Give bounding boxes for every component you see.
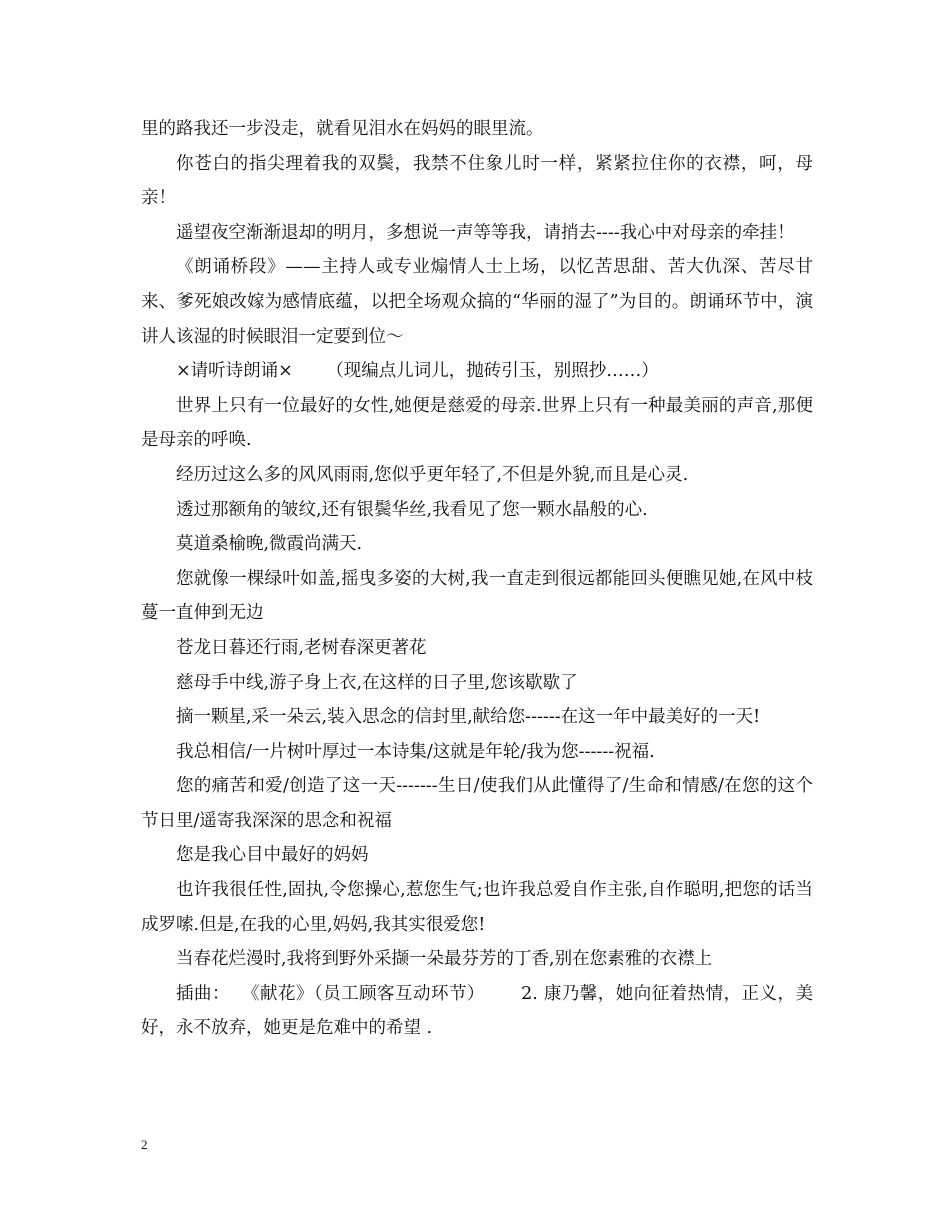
document-body	[141, 112, 813, 1046]
paragraph: ×请听诗朗诵× （现编点儿词儿，抛砖引玉，别照抄……）	[176, 361, 659, 382]
paragraph: 《朗诵桥段》——主持人或专业煽情人士上场，以忆苦思甜、苦大仇深、苦尽甘来、爹死娘改嫁为感情底蕴，以把全场观众搞的“华丽的湿了”为目的。朗诵环节中，演讲人该湿的时候眼泪一定要到位～	[141, 257, 813, 347]
paragraph: 当春花烂漫时,我将到野外采撷一朵最芬芳的丁香,别在您素雅的衣襟上	[176, 949, 713, 970]
paragraph: 您就像一棵绿叶如盖,摇曳多姿的大树,我一直走到很远都能回头便瞧见她,在风中枝蔓一直伸到无边	[141, 568, 813, 624]
paragraph: 摘一颗星,采一朵云,装入思念的信封里,献给您------在这一年中最美好的一天!	[176, 707, 761, 728]
page-number: 2	[141, 1137, 148, 1152]
paragraph: 我总相信/一片树叶厚过一本诗集/这就是年轮/我为您------祝福.	[176, 741, 655, 762]
paragraph: 您是我心目中最好的妈妈	[176, 845, 369, 866]
paragraph: 插曲： 《献花》（员工顾客互动环节） 2. 康乃馨，她向征着热情，正义，美好，永不放弃，她更是危难中的希望 .	[141, 983, 813, 1039]
paragraph: 经历过这么多的风风雨雨,您似乎更年轻了,不但是外貌,而且是心灵.	[176, 464, 689, 485]
paragraph: 你苍白的指尖理着我的双鬓，我禁不住象儿时一样，紧紧拉住你的衣襟，呵，母亲！	[141, 153, 813, 209]
paragraph: 世界上只有一位最好的女性,她便是慈爱的母亲.世界上只有一种最美丽的声音,那便是母亲的呼唤.	[141, 395, 813, 451]
paragraph: 慈母手中线,游子身上衣,在这样的日子里,您该歇歇了	[176, 672, 578, 693]
paragraph: 莫道桑榆晚,微霞尚满天.	[176, 534, 363, 555]
paragraph: 苍龙日暮还行雨,老树春深更著花	[176, 637, 427, 658]
paragraph: 您的痛苦和爱/创造了这一天-------生日/使我们从此懂得了/生命和情感/在您的这个节日里/遥寄我深深的思念和祝福	[141, 776, 813, 831]
paragraph: 透过那额角的皱纹,还有银鬓华丝,我看见了您一颗水晶般的心.	[176, 499, 648, 520]
paragraph: 也许我很任性,固执,令您操心,惹您生气;也许我总爱自作主张,自作聪明,把您的话当成罗嗦.但是,在我的心里,妈妈,我其实很爱您!	[141, 880, 813, 935]
paragraph: 遥望夜空渐渐退却的明月，多想说一声等等我，请捎去----我心中对母亲的牵挂！	[176, 222, 795, 243]
paragraph: 里的路我还一步没走，就看见泪水在妈妈的眼里流。	[141, 119, 544, 139]
